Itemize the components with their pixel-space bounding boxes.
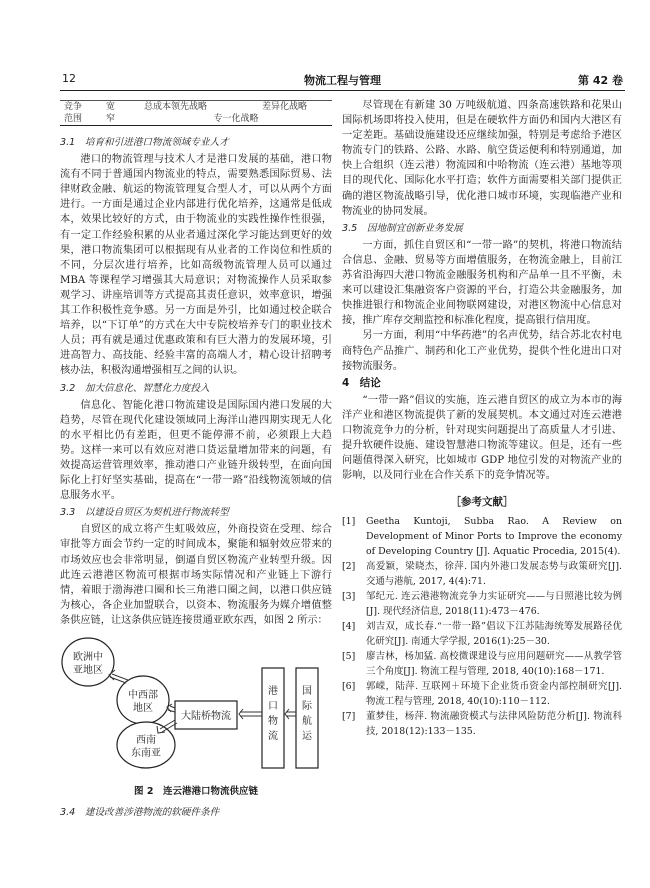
strategy-table [60, 100, 332, 126]
table-row [60, 101, 332, 114]
section-heading-3-5: 3.5 因地制宜创新业务发展 [342, 222, 463, 234]
table-cell: 专一化战略 [213, 114, 259, 124]
node-label: 亚地区 [73, 665, 103, 676]
reference-text: 高爱颖，梁晓杰，徐萍. 国内外港口发展态势与政策研究[J]. 交通与港航, 2017, 4(4):71. [366, 561, 622, 588]
right-column [342, 98, 622, 739]
paragraph: 尽管现在有新建 30 万吨级航道、四条高速铁路和花果山国际机场即将投入使用，但是在硬软件方面仍和国内大港区有一定差距。基础设施建设还应继续加强，特别是考虑给予港区物流专门的铁路、公路、水路、航空货运便利和特别通道，加快上合组织（连云港）物流园和中哈物流（连云港）基地等项目的现代化、国际化水平打造；软件方面需要相关部门提供正确的港区物流战略引导，优化港口城市环境，实现临港产业和物流业的协同发展。 [342, 100, 622, 217]
node-label: 口 [268, 701, 278, 712]
journal-title: 物流工程与管理 [304, 74, 381, 87]
arrow-landbridge-to-southwest [160, 720, 175, 729]
section-heading-4: 4 结论 [342, 376, 381, 389]
table-cell: 宽 [106, 102, 116, 112]
paragraph: 一方面，抓住自贸区和“一带一路”的契机，将港口物流结合信息、金融、贸易等方面增值服务，在物流金融上，目前江苏省沿海四大港口物流金融服务机构和产品单一且不平衡，未来可以建设汇集融资客户资源的平台，打造公共金融服务，加快推进银行和物流企业间物联网建设，对港区物流中心信息对接，推广库存交割监控和标准化程度，提高银行信用度。 [342, 239, 622, 327]
references-title: ［参考文献］ [450, 496, 514, 509]
reference-item [342, 649, 622, 679]
section-heading-3-2: 3.2 加大信息化、智慧化力度投入 [60, 382, 210, 394]
node-label: 中西部 [128, 690, 158, 701]
reference-text: 刘吉双，成长春.“一带一路”倡议下江苏陆海统筹发展路径优化研究[J]. 南通大学学报, 2016(1):25－30. [366, 621, 622, 648]
reference-text: 廖吉林，杨加猛. 高校微课建设与应用问题研究——从教学管三个角度[J]. 物流工程与管理, 2018, 40(10):168－171. [366, 651, 622, 678]
reference-item [342, 589, 622, 619]
node-label: 大陆桥物流 [181, 711, 231, 722]
node-label: 航 [302, 716, 312, 727]
reference-number: [1] [342, 516, 356, 528]
node-label: 国 [302, 686, 312, 697]
section-heading-3-1: 3.1 培育和引进港口物流领域专业人才 [60, 137, 229, 148]
reference-number: [4] [342, 621, 356, 633]
reference-item [342, 514, 622, 559]
paragraph: 另一方面，利用“中华药港”的名声优势，结合苏北农村电商特色产品推广、制药和化工产业优势，提供个性化进出口对接物流服务。 [342, 330, 622, 372]
paragraph: “一带一路”倡议的实施，连云港自贸区的成立为本市的海洋产业和港区物流提供了新的发展契机。本文通过对连云港港口物流竞争力的分析，针对现实问题提出了高质量人才引进、提升软硬件设施、建设智慧港口物流等建议。但是，还有一些问题值得深入研究，比如城市 GDP 地位引发的对物流产业的影响，以及同行业在合作关系下的竞争情况等。 [342, 394, 622, 482]
node-label: 际 [302, 701, 312, 712]
left-column [60, 98, 332, 822]
paragraph: 信息化、智能化港口物流建设是国际国内港口发展的大趋势，尽管在现代化建设领域同上海洋山港四期实现无人化的水平相比仍有差距，但更不能停滞不前，必须跟上大趋势。这样一来可以有效应对港口货运量增加带来的问题，有效提高运营管理效率，推动港口产业链升级转型，在面向国际化上打好坚实基础，提高在“一带一路”沿线物流领域的信息服务水平。 [60, 399, 332, 502]
node-label: 地区 [133, 703, 153, 714]
reference-item [342, 709, 622, 739]
table-cell: 窄 [106, 114, 116, 124]
reference-text: 董梦佳，杨萍. 物流融资模式与法律风险防范分析[J]. 物流科技, 2018(12):133－135. [366, 711, 622, 738]
reference-number: [7] [342, 711, 356, 723]
section-heading-3-3: 3.3 以建设自贸区为契机进行物流转型 [60, 507, 229, 519]
node-label: 欧洲中 [73, 652, 103, 663]
volume-label: 第 42 卷 [578, 74, 623, 87]
table-cell: 总成本领先战略 [144, 102, 208, 112]
node-label: 流 [268, 731, 278, 742]
section-heading-3-4: 3.4 建设改善涉港物流的软硬件条件 [60, 807, 220, 819]
reference-item [342, 559, 622, 589]
table-cell: 范围 [64, 114, 83, 124]
reference-list [342, 514, 622, 739]
arrow-landbridge-to-midwest [170, 706, 175, 708]
page-number: 12 [62, 72, 76, 85]
reference-item [342, 679, 622, 709]
reference-number: [2] [342, 561, 356, 573]
paragraph: 港口的物流管理与技术人才是港口发展的基础，港口物流有不同于普通国内物流业的特点，需要熟悉国际贸易、法律财政金融、航运的物流管理复合型人才，可以从两个方面进行。一方面是通过企业内部进行优化培养，这通常是低成本，效果比较好的方式，由于物流业的实践性操作性很强，有一定工作经验积累的从业者通过深化学习能达到更好的效果，港口物流集团可以根据现有从业者的工作岗位和性质的不同，分层次进行培养，比如高级物流管理人员可以通过 MBA 等课程学习增强其大局意识；对物流操作人员采取参观学习、讲座培训等方式提高其责任意识，效率意识，增强其工作积极性竞争感。另一方面是外引，比如通过校企联合培养，以“下订单”的方式在大中专院校培养专门的职业技术人员；再有就是通过优惠政策和有巨大潜力的发展环境，引进高智力、高技能、经验丰富的高端人才，精心设计招聘考核办法，积极沟通增强相互之间的认识。 [60, 154, 332, 377]
reference-number: [5] [342, 651, 356, 663]
reference-text: 郭嵘，陆萍. 互联网＋环境下企业货币资金内部控制研究[J]. 物流工程与管理, 2018, 40(10):110－112. [366, 681, 622, 708]
node-label: 港 [268, 686, 278, 697]
reference-text: 邹纪元. 连云港港物流竞争力实证研究——与日照港比较为例[J]. 现代经济信息, 2018(11):473－476. [366, 591, 622, 618]
supply-chain-diagram [60, 632, 332, 780]
reference-item [342, 619, 622, 649]
arrow-head-icon [285, 709, 289, 719]
node-label: 西南 [136, 735, 156, 746]
node-label: 物 [268, 716, 278, 727]
node-label: 运 [302, 731, 312, 742]
paragraph: 自贸区的成立将产生虹吸效应，外商投资在受理、综合审批等方面会节约一定的时间成本，聚能和辐射效应带来的市场效应也会非常明显，倒逼自贸区物流产业转型升级。因此连云港港区物流可根据市场实际情况和产业链上下游行情，着眼于渤海港口圈和长三角港口圈之间，以港口供应链为核心，各企业加盟联合，以资本、物流服务为媒介增值整条供应链，让这条供应链连接贯通亚欧东西，如图 2 所示： [60, 524, 332, 626]
reference-number: [3] [342, 591, 356, 603]
arrow-head-icon [239, 709, 243, 719]
reference-number: [6] [342, 681, 356, 693]
figure-caption: 图 2 连云港港口物流供应链 [134, 786, 258, 797]
running-header [60, 70, 625, 91]
table-cell: 差异化战略 [262, 102, 308, 112]
table-cell: 竞争 [64, 102, 83, 112]
node-label: 东南亚 [131, 748, 161, 759]
table-row [60, 113, 332, 126]
supply-chain-figure [60, 632, 332, 780]
reference-text: Geetha Kuntoji, Subba Rao. A Review on Development of Minor Ports to Improve the economy of Developing Country [J]. Aquatic Procedia, 2015(4). [366, 516, 622, 558]
